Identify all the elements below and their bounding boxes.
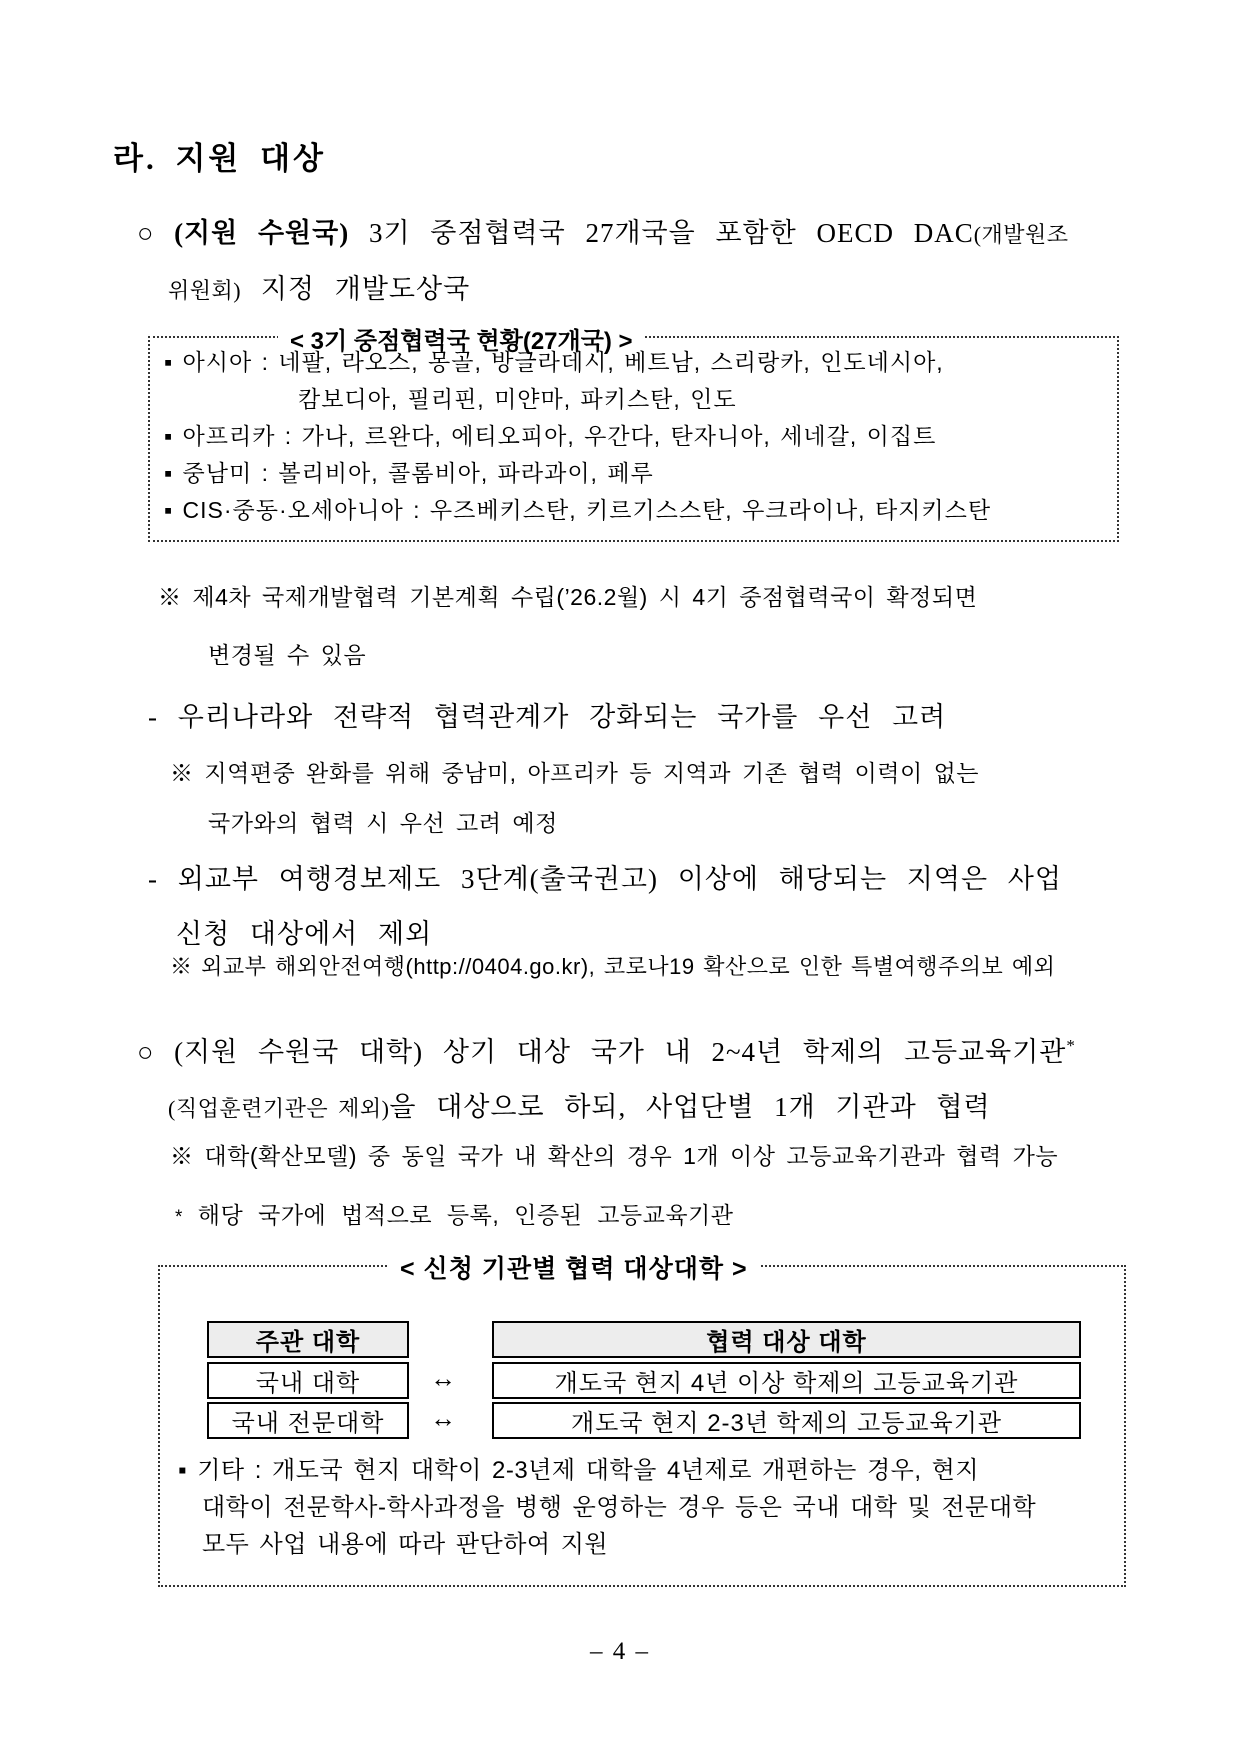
- bullet-recipient-universities-line1: [137, 1025, 1076, 1080]
- note-region-balance-line1: [170, 748, 979, 798]
- table-row1-left-cell: 국내 대학: [207, 1362, 409, 1399]
- bullet-recipient-countries: [137, 206, 1069, 318]
- bullet1-line2-text: 지정 개발도상국: [260, 274, 471, 304]
- note-safe-travel: [170, 950, 1055, 981]
- note-region-balance-line2: 국가와의 협력 시 우선 고려 예정: [208, 810, 558, 836]
- footnote-accredited-text: 해당 국가에 법적으로 등록, 인증된 고등교육기관: [197, 1202, 734, 1228]
- reference-mark-icon: ※: [170, 954, 193, 979]
- table-row1-right-cell: 개도국 현지 4년 이상 학제의 고등교육기관: [492, 1362, 1081, 1399]
- note-region-balance: [170, 748, 979, 848]
- square-bullet-icon: ▪: [164, 497, 174, 523]
- dash-marker: -: [148, 702, 158, 732]
- dash-strategic-priority: [148, 690, 946, 744]
- region-item-asia-cont: 캄보디아, 필리핀, 미얀마, 파키스탄, 인도: [298, 386, 737, 412]
- table-header-host-university: 주관 대학: [207, 1321, 409, 1358]
- partner-universities-box-title: < 신청 기관별 협력 대상대학 >: [388, 1249, 760, 1285]
- double-arrow-icon: ↔: [430, 1363, 456, 1393]
- square-bullet-icon: ▪: [164, 349, 174, 375]
- reference-mark-icon: ※: [170, 760, 194, 786]
- asterisk-superscript: *: [1066, 1036, 1076, 1055]
- region-item-africa: [164, 418, 1109, 455]
- priority-countries-box: [148, 328, 1119, 542]
- box2-etc-note-line2: 대학이 전문학사-학사과정을 병행 운영하는 경우 등은 국내 대학 및 전문대학: [202, 1494, 1037, 1521]
- dash-marker: -: [148, 864, 158, 894]
- page-number: – 4 –: [590, 1638, 650, 1665]
- region-item-latam: [164, 455, 1109, 492]
- priority-countries-list: [150, 338, 1117, 529]
- box2-etc-note-text1: 기타 : 개도국 현지 대학이 2-3년제 대학을 4년제로 개편하는 경우, 현지: [197, 1457, 980, 1484]
- region-item-cis-text: CIS·중동·오세아니아 : 우즈베키스탄, 키르기스스탄, 우크라이나, 타지키스탄: [182, 497, 992, 523]
- priority-countries-box-title: < 3기 중점협력국 현황(27개국) >: [278, 321, 645, 356]
- note-safe-travel-text: 외교부 해외안전여행(http://0404.go.kr), 코로나19 확산으로 인한 특별여행주의보 예외: [201, 954, 1056, 979]
- partner-universities-box: [158, 1255, 1126, 1587]
- table-row2-right-cell: 개도국 현지 2-3년 학제의 고등교육기관: [492, 1402, 1081, 1439]
- table-header-partner-university: 협력 대상 대학: [492, 1321, 1081, 1358]
- square-bullet-icon: ▪: [178, 1457, 188, 1484]
- note-expansion-model: [170, 1138, 1058, 1171]
- circle-bullet-marker: ○: [137, 218, 155, 248]
- table-row2-left-cell: 국내 전문대학: [207, 1402, 409, 1439]
- box2-etc-note: [178, 1452, 1036, 1563]
- note-region-balance-text1: 지역편중 완화를 위해 중남미, 아프리카 등 지역과 기존 협력 이력이 없는: [204, 760, 980, 786]
- note-4th-plan: [158, 568, 977, 684]
- note-4th-plan-text1: 제4차 국제개발협력 기본계획 수립(’26.2월) 시 4기 중점협력국이 확정되면: [192, 584, 978, 610]
- circle-bullet-marker: ○: [137, 1037, 155, 1067]
- region-item-africa-text: 아프리카 : 가나, 르완다, 에티오피아, 우간다, 탄자니아, 세네갈, 이집트: [182, 423, 937, 449]
- box2-etc-note-line3: 모두 사업 내용에 따라 판단하여 지원: [202, 1531, 609, 1558]
- square-bullet-icon: ▪: [164, 423, 174, 449]
- dash-strategic-priority-text: 우리나라와 전략적 협력관계가 강화되는 국가를 우선 고려: [177, 702, 947, 732]
- bullet2-line2-small: (직업훈련기관은 제외): [168, 1096, 390, 1121]
- note-4th-plan-line2: 변경될 수 있음: [208, 642, 367, 668]
- dash-travel-alert: [148, 852, 1062, 962]
- dash-travel-alert-text1: 외교부 여행경보제도 3단계(출국권고) 이상에 해당되는 지역은 사업: [177, 864, 1062, 894]
- region-item-cis: [164, 492, 1109, 529]
- bullet-recipient-universities: [137, 1025, 1076, 1136]
- note-4th-plan-line1: [158, 568, 977, 626]
- dash-travel-alert-line1: [148, 852, 1062, 907]
- bullet-recipient-universities-line2: [168, 1080, 1076, 1136]
- dash-travel-alert-line2: 신청 대상에서 제외: [176, 919, 433, 949]
- asterisk-marker: *: [175, 1207, 183, 1228]
- reference-mark-icon: ※: [170, 1143, 194, 1169]
- bullet1-bold-label: (지원 수원국): [174, 218, 350, 248]
- region-item-asia-text: 아시아 : 네팔, 라오스, 몽골, 방글라데시, 베트남, 스리랑카, 인도네시아,: [182, 349, 944, 375]
- bullet1-line2-small: 위원회): [168, 278, 242, 303]
- bullet-recipient-countries-line1: [137, 206, 1069, 262]
- region-item-latam-text: 중남미 : 볼리비아, 콜롬비아, 파라과이, 페루: [182, 460, 654, 486]
- bullet-recipient-countries-line2: [168, 262, 1069, 318]
- bullet2-line1-text: (지원 수원국 대학) 상기 대상 국가 내 2~4년 학제의 고등교육기관: [174, 1037, 1067, 1067]
- region-item-asia: [164, 344, 1109, 381]
- page-title: 라. 지원 대상: [113, 141, 326, 176]
- note-expansion-model-text: 대학(확산모델) 중 동일 국가 내 확산의 경우 1개 이상 고등교육기관과 협력 가능: [204, 1143, 1059, 1169]
- bullet1-line1-text: 3기 중점협력국 27개국을 포함한 OECD DAC: [368, 218, 974, 248]
- double-arrow-icon: ↔: [430, 1403, 456, 1433]
- bullet2-line2-text: 을 대상으로 하되, 사업단별 1개 기관과 협력: [389, 1092, 991, 1122]
- box2-etc-note-line1: [178, 1452, 1036, 1489]
- reference-mark-icon: ※: [158, 584, 182, 610]
- bullet1-line1-small: (개발원조: [973, 222, 1069, 247]
- square-bullet-icon: ▪: [164, 460, 174, 486]
- footnote-accredited: [175, 1197, 734, 1230]
